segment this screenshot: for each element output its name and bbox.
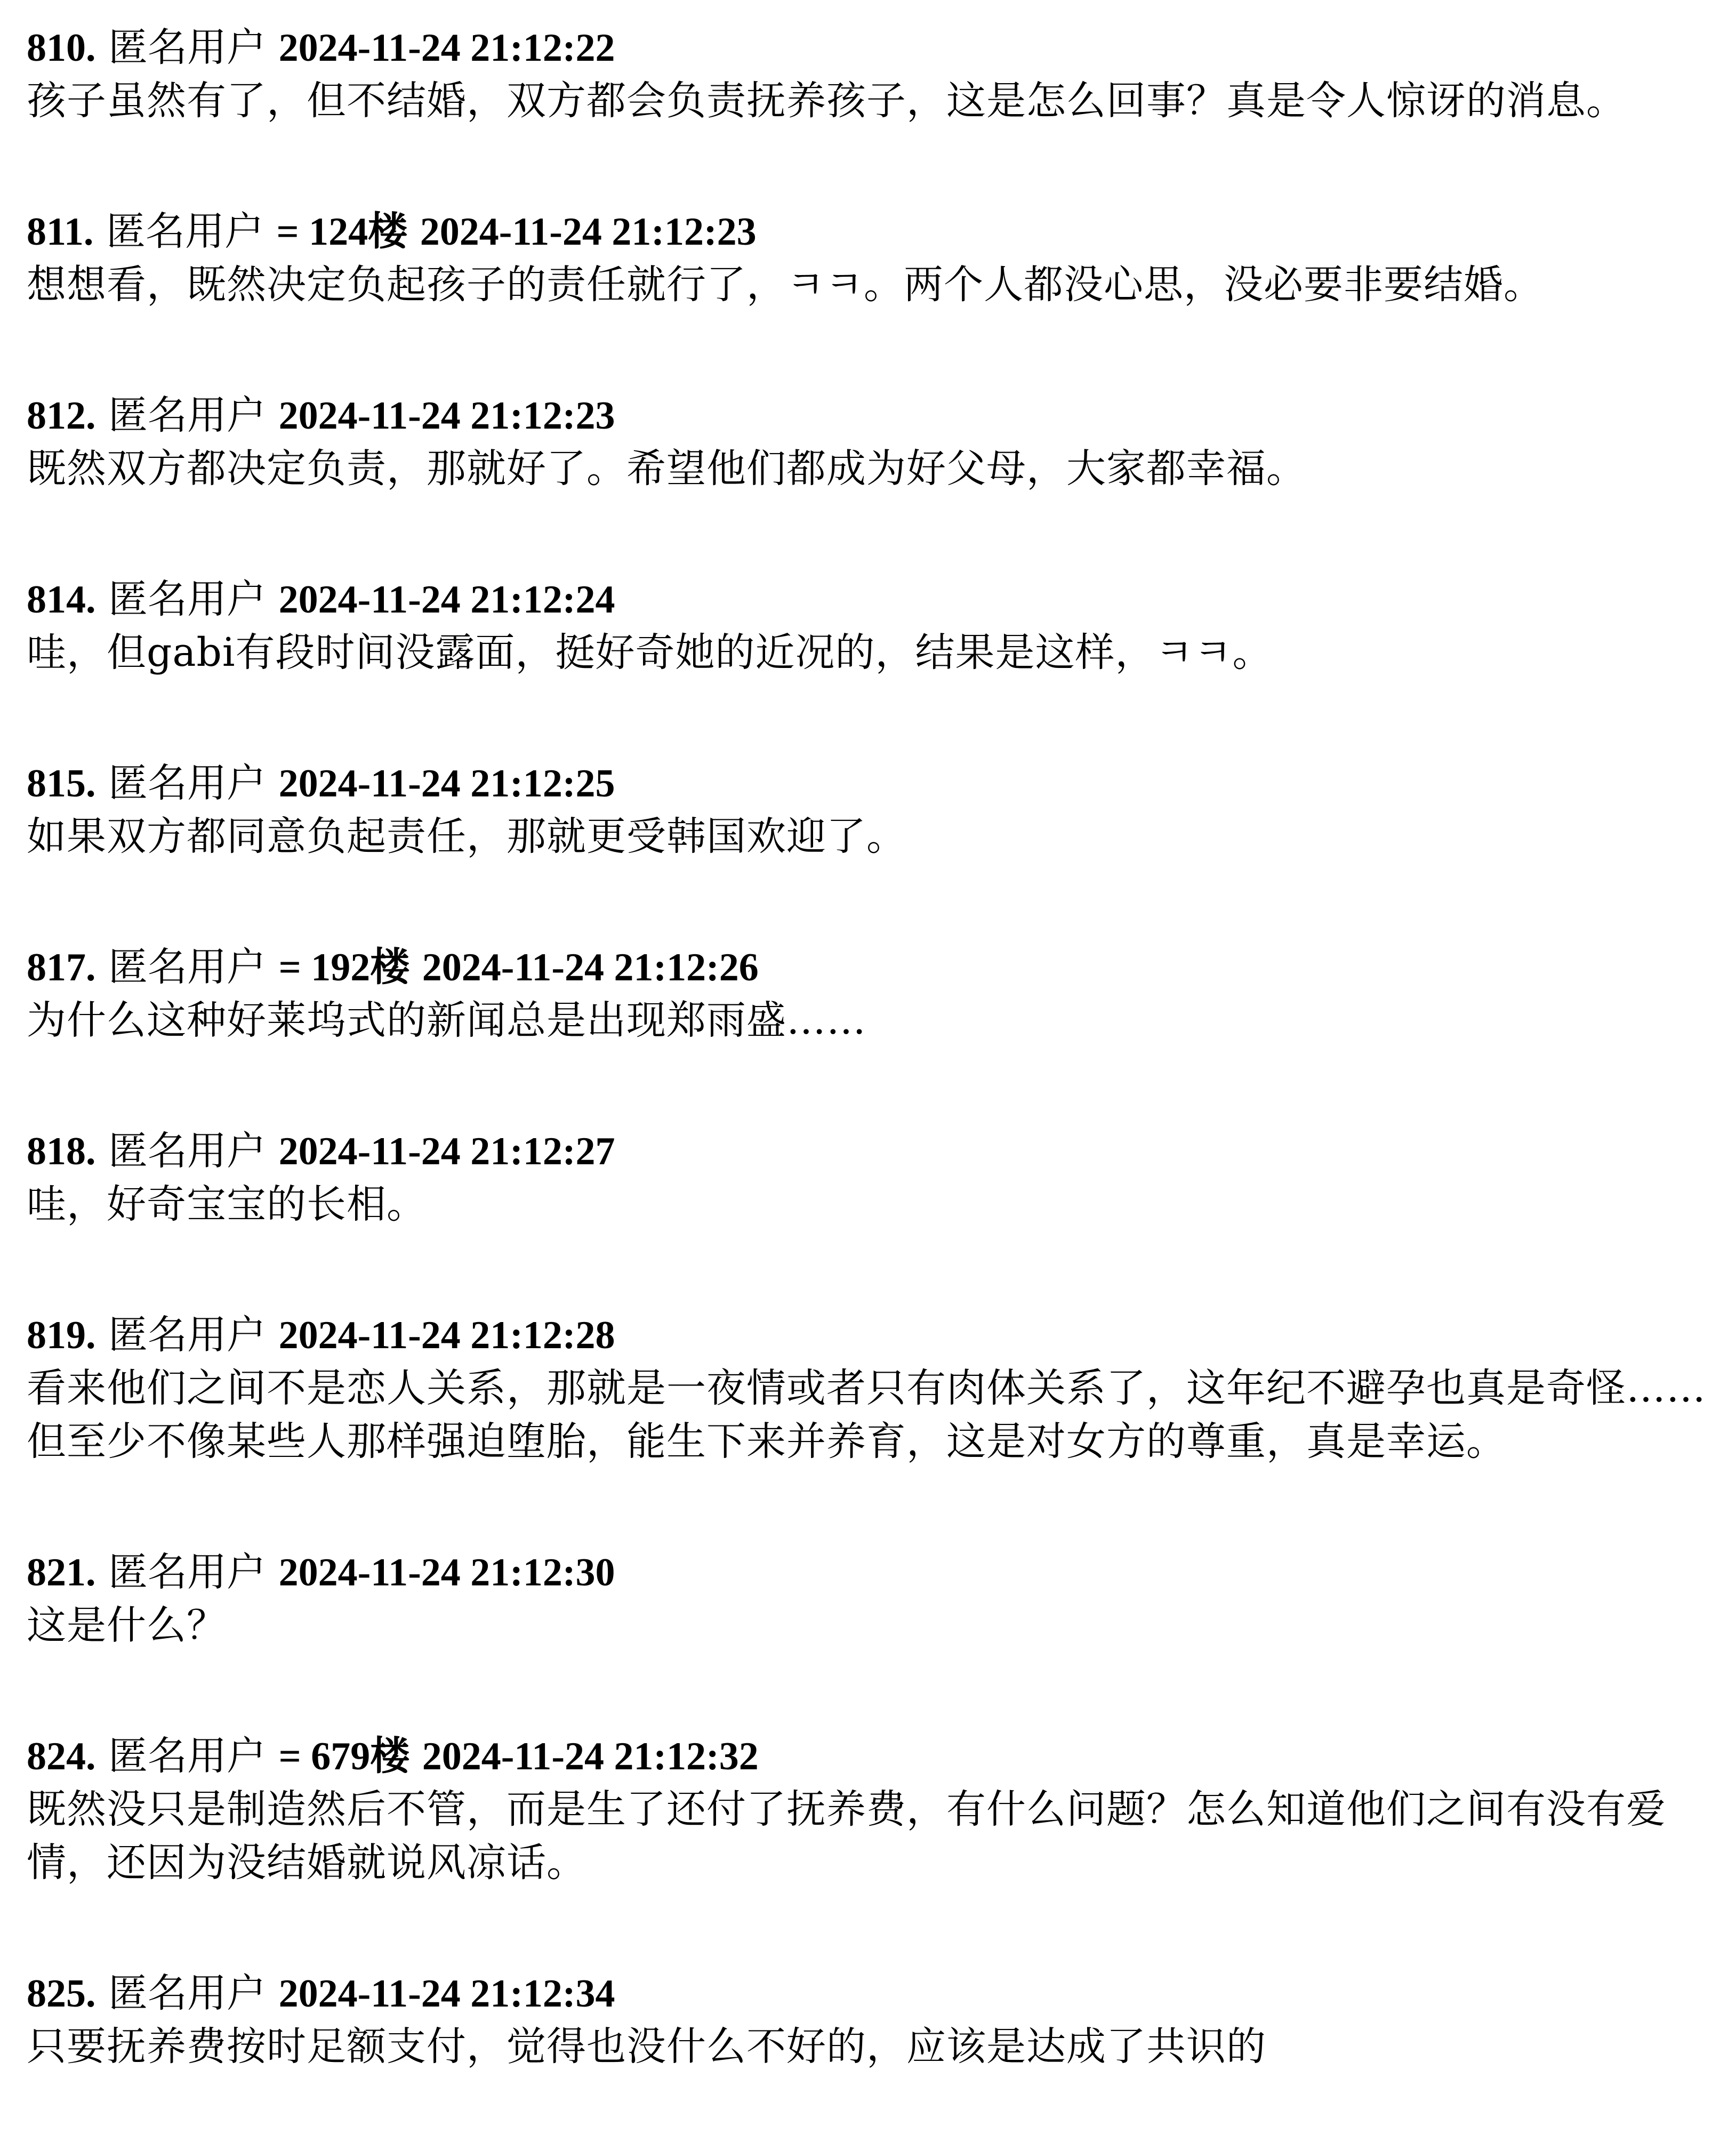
user-name: 匿名用户 xyxy=(108,1970,267,2016)
comment-text: 既然没只是制造然后不管，而是生了还付了抚养费，有什么问题？怎么知道他们之间有没有爱情，还因为没结婚就说风凉话。 xyxy=(27,1786,1666,1886)
comment-header xyxy=(27,941,1706,994)
user-name: 匿名用户 xyxy=(108,760,267,806)
comment-header xyxy=(27,573,1706,626)
timestamp: 2024-11-24 21:12:30 xyxy=(278,1551,615,1594)
floor-number: 811. xyxy=(27,210,94,254)
comment-item xyxy=(27,757,1706,863)
comment-text: 想想看，既然决定负起孩子的责任就行了，ㅋㅋ。两个人都没心思，没必要非要结婚。 xyxy=(27,262,1544,308)
user-name: 匿名用户 xyxy=(106,208,264,254)
comment-item xyxy=(27,1546,1706,1652)
timestamp: 2024-11-24 21:12:22 xyxy=(278,26,615,70)
comment-item xyxy=(27,1730,1706,1889)
reply-reference: = 192楼 xyxy=(278,946,410,989)
floor-number: 812. xyxy=(27,394,96,438)
user-name: 匿名用户 xyxy=(108,1128,267,1174)
user-name: 匿名用户 xyxy=(108,576,267,622)
timestamp: 2024-11-24 21:12:24 xyxy=(278,578,615,622)
comment-text: 既然双方都决定负责，那就好了。希望他们都成为好父母，大家都幸福。 xyxy=(27,446,1306,492)
comment-header xyxy=(27,1309,1706,1362)
comment-item xyxy=(27,941,1706,1047)
timestamp: 2024-11-24 21:12:32 xyxy=(422,1735,759,1778)
floor-number: 817. xyxy=(27,946,96,989)
comment-text: 为什么这种好莱坞式的新闻总是出现郑雨盛…… xyxy=(27,997,866,1043)
reply-reference: = 124楼 xyxy=(276,210,408,254)
comment-text: 如果双方都同意负起责任，那就更受韩国欢迎了。 xyxy=(27,813,906,859)
comment-header xyxy=(27,21,1706,74)
floor-number: 815. xyxy=(27,762,96,805)
comment-text: 哇，好奇宝宝的长相。 xyxy=(27,1181,427,1227)
comment-text: 看来他们之间不是恋人关系，那就是一夜情或者只有肉体关系了，这年纪不避孕也真是奇怪……但至少不像某些人那样强迫堕胎，能生下来并养育，这是对女方的尊重，真是幸运。 xyxy=(27,1365,1706,1464)
timestamp: 2024-11-24 21:12:27 xyxy=(278,1130,615,1173)
comment-item xyxy=(27,573,1706,679)
comment-item xyxy=(27,389,1706,495)
timestamp: 2024-11-24 21:12:28 xyxy=(278,1314,615,1357)
floor-number: 814. xyxy=(27,578,96,622)
user-name: 匿名用户 xyxy=(108,392,267,438)
timestamp: 2024-11-24 21:12:26 xyxy=(422,946,759,989)
floor-number: 825. xyxy=(27,1972,96,2016)
user-name: 匿名用户 xyxy=(108,944,267,990)
comment-header xyxy=(27,389,1706,442)
comment-header xyxy=(27,1125,1706,1178)
comment-text: 哇，但gabi有段时间没露面，挺好奇她的近况的，结果是这样，ㅋㅋ。 xyxy=(27,630,1273,675)
comment-list xyxy=(27,21,1706,2151)
comment-item xyxy=(27,1125,1706,1231)
comment-header xyxy=(27,205,1706,258)
comment-item xyxy=(27,1967,1706,2073)
user-name: 匿名用户 xyxy=(108,1733,267,1779)
floor-number: 824. xyxy=(27,1735,96,1778)
comment-text: 这是什么？ xyxy=(27,1602,227,1648)
floor-number: 818. xyxy=(27,1130,96,1173)
comment-header xyxy=(27,757,1706,810)
reply-reference: = 679楼 xyxy=(278,1735,410,1778)
floor-number: 819. xyxy=(27,1314,96,1357)
timestamp: 2024-11-24 21:12:23 xyxy=(420,210,757,254)
comment-text: 孩子虽然有了，但不结婚，双方都会负责抚养孩子，这是怎么回事？真是令人惊讶的消息。 xyxy=(27,78,1626,124)
floor-number: 821. xyxy=(27,1551,96,1594)
user-name: 匿名用户 xyxy=(108,25,267,70)
comment-item xyxy=(27,1309,1706,1468)
comment-header xyxy=(27,1546,1706,1599)
floor-number: 810. xyxy=(27,26,96,70)
timestamp: 2024-11-24 21:12:25 xyxy=(278,762,615,805)
comment-header xyxy=(27,1967,1706,2020)
comment-item xyxy=(27,205,1706,311)
bottom-fade-overlay xyxy=(1363,1868,1736,1943)
comment-header xyxy=(27,1730,1706,1783)
timestamp: 2024-11-24 21:12:34 xyxy=(278,1972,615,2016)
user-name: 匿名用户 xyxy=(108,1549,267,1595)
comment-text: 只要抚养费按时足额支付，觉得也没什么不好的，应该是达成了共识的 xyxy=(27,2024,1266,2069)
user-name: 匿名用户 xyxy=(108,1312,267,1358)
timestamp: 2024-11-24 21:12:23 xyxy=(278,394,615,438)
comment-item xyxy=(27,21,1706,127)
